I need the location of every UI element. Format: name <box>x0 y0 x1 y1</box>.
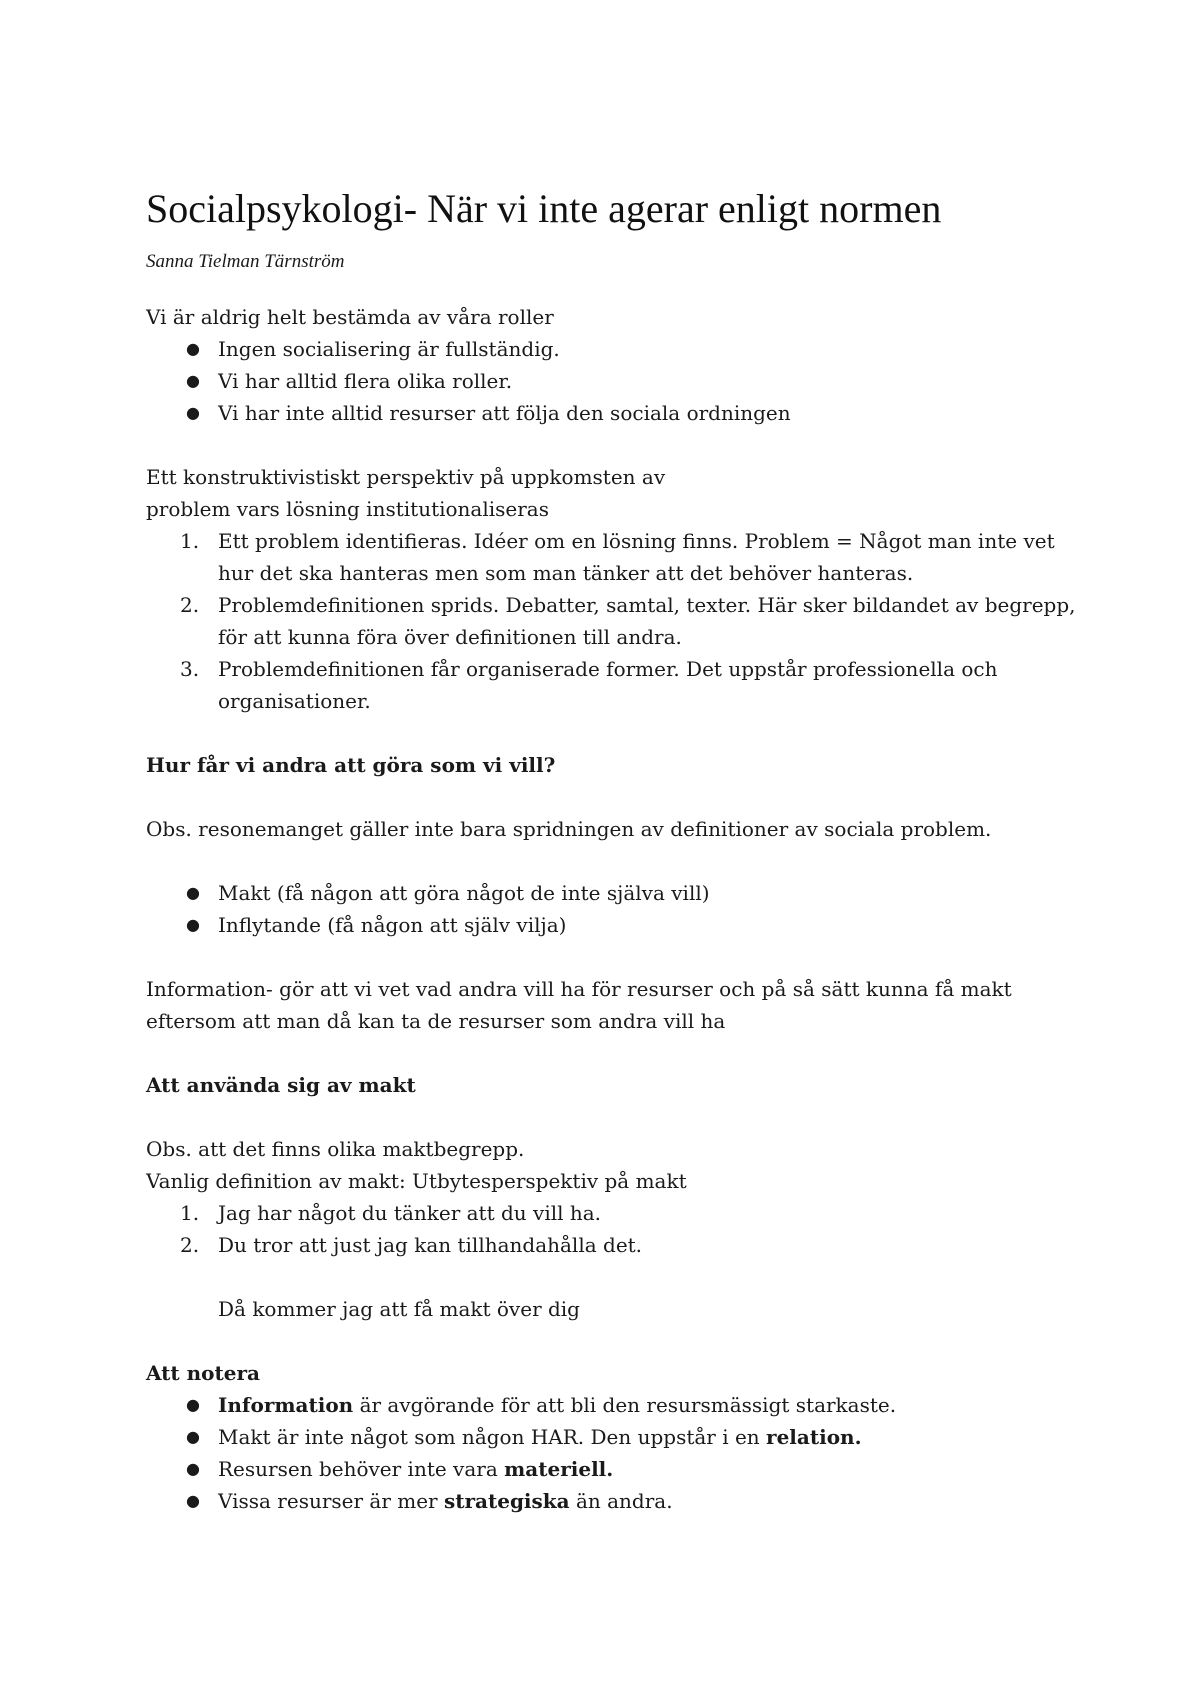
section1-intro: Vi är aldrig helt bestämda av våra roller <box>146 305 554 329</box>
list-item: 1. Jag har något du tänker att du vill ha. <box>146 1197 1076 1229</box>
list-item: 3. Problemdefinitionen får organiserade former. Det uppstår professionella och organisationer. <box>146 653 1076 717</box>
bullet-icon: ● <box>186 371 200 390</box>
list-item: 2. Du tror att just jag kan tillhandahålla det. <box>146 1229 1076 1261</box>
section1-bullet-list <box>146 333 1076 429</box>
section3-note: Obs. resonemanget gäller inte bara spridningen av definitioner av sociala problem. <box>146 817 992 841</box>
bullet-icon: ● <box>186 403 200 422</box>
section4-note2: Vanlig definition av makt: Utbytesperspektiv på makt <box>146 1169 687 1193</box>
list-number: 2. <box>180 1233 200 1257</box>
bullet-icon: ● <box>186 339 200 358</box>
document-title: Socialpsykologi- När vi inte agerar enligt normen <box>146 186 942 231</box>
list-item: ● Information är avgörande för att bli den resursmässigt starkaste. <box>146 1389 1076 1421</box>
list-item: ● Resursen behöver inte vara materiell. <box>146 1453 1076 1485</box>
list-item: ● Makt (få någon att göra något de inte själva vill) <box>146 877 1076 909</box>
list-item: ● Vissa resurser är mer strategiska än andra. <box>146 1485 1076 1517</box>
bullet-icon: ● <box>186 1427 200 1446</box>
bullet-icon: ● <box>186 915 200 934</box>
author-name: Sanna Tielman Tärnström <box>146 251 345 272</box>
section5-bullet-list <box>146 1389 1076 1517</box>
section2-intro-line2: problem vars lösning institutionaliseras <box>146 497 549 521</box>
bullet-icon: ● <box>186 1491 200 1510</box>
list-item: ● Vi har alltid flera olika roller. <box>146 365 1076 397</box>
list-item: 2. Problemdefinitionen sprids. Debatter, samtal, texter. Här sker bildandet av begrepp, för att kunna föra över definitionen till andra. <box>146 589 1076 653</box>
list-number: 2. <box>180 593 200 617</box>
list-item: ● Inflytande (få någon att själv vilja) <box>146 909 1076 941</box>
list-number: 3. <box>180 657 200 681</box>
section5-heading: Att notera <box>146 1361 260 1385</box>
section3-info: Information- gör att vi vet vad andra vill ha för resurser och på så sätt kunna få makt eftersom att man då kan ta de resurser som andra vill ha <box>146 977 1012 1033</box>
section3-bullet-list <box>146 877 1076 941</box>
section2-intro-line1: Ett konstruktivistiskt perspektiv på uppkomsten av <box>146 465 666 489</box>
list-number: 1. <box>180 1201 200 1225</box>
list-number: 1. <box>180 529 200 553</box>
document-page <box>146 185 1076 1517</box>
section4-heading: Att använda sig av makt <box>146 1073 416 1097</box>
list-item: ● Makt är inte något som någon HAR. Den uppstår i en relation. <box>146 1421 1076 1453</box>
section3-heading: Hur får vi andra att göra som vi vill? <box>146 753 556 777</box>
list-item: ● Ingen socialisering är fullständig. <box>146 333 1076 365</box>
bullet-icon: ● <box>186 1395 200 1414</box>
list-item: 1. Ett problem identifieras. Idéer om en lösning finns. Problem = Något man inte vet hur det ska hanteras men som man tänker att det behöver hanteras. <box>146 525 1076 589</box>
bullet-icon: ● <box>186 883 200 902</box>
section4-conclusion: Då kommer jag att få makt över dig <box>218 1297 580 1321</box>
section2-numbered-list <box>146 525 1076 717</box>
list-item: ● Vi har inte alltid resurser att följa den sociala ordningen <box>146 397 1076 429</box>
section4-note1: Obs. att det finns olika maktbegrepp. <box>146 1137 525 1161</box>
section4-numbered-list <box>146 1197 1076 1261</box>
bullet-icon: ● <box>186 1459 200 1478</box>
